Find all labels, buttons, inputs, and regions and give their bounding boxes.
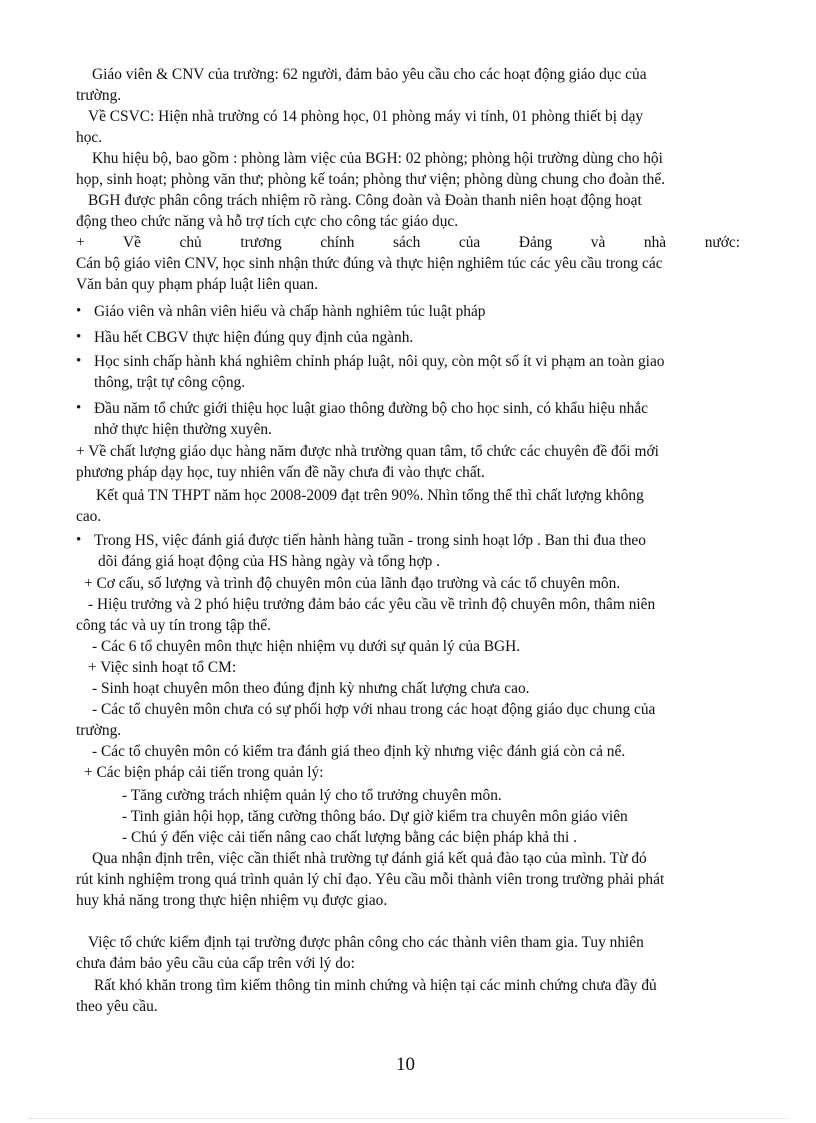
text-line: Văn bản quy phạm pháp luật liên quan. [76,276,318,293]
text-line: - Tăng cường trách nhiệm quản lý cho tổ trưởng chuyên môn. [122,787,502,804]
text-line: Hầu hết CBGV thực hiện đúng quy định của ngành. [94,329,414,346]
text-line: + Các biện pháp cải tiến trong quản lý: [84,764,324,781]
text-line: dõi đáng giá hoạt động của HS hàng ngày và tổng hợp . [98,553,440,570]
text-line: Đầu năm tổ chức giới thiệu học luật giao thông đường bộ cho học sinh, có khẩu hiệu nhắc [94,400,648,417]
text-line: học. [76,129,103,146]
text-line: Giáo viên & CNV của trường: 62 người, đảm bảo yêu cầu cho các hoạt động giáo dục của [92,66,647,83]
bullet-icon: • [76,303,82,319]
text-line: Trong HS, việc đánh giá được tiến hành hàng tuần - trong sinh hoạt lớp . Ban thi đua theo [94,532,646,549]
text-line: động theo chức năng và hỗ trợ tích cực cho công tác giáo dục. [76,213,459,230]
text-line: - Chú ý đến việc cải tiến nâng cao chất lượng bằng các biện pháp khả thi . [122,829,577,846]
text-line: - Tinh giản hội họp, tăng cường thông báo. Dự giờ kiểm tra chuyên môn giáo viên [122,808,628,825]
text-line: - Hiệu trưởng và 2 phó hiệu trưởng đảm bảo các yêu cầu về trình độ chuyên môn, thâm niên [88,596,656,613]
text-line: nhở thực hiện thường xuyên. [94,421,272,438]
text-line: cao. [76,508,102,525]
text-line: Về CSVC: Hiện nhà trường có 14 phòng học, 01 phòng máy vi tính, 01 phòng thiết bị dạy [88,108,644,125]
text-line: theo yêu cầu. [76,998,158,1015]
text-line: trường. [76,722,122,739]
footer-divider [28,1118,788,1119]
text-line: Rất khó khăn trong tìm kiếm thông tin minh chứng và hiện tại các minh chứng chưa đầy đủ [94,977,657,994]
text-line: rút kinh nghiệm trong quá trình quản lý chỉ đạo. Yêu cầu mỗi thành viên trong trường phải phát [76,871,665,888]
bullet-icon: • [76,400,82,416]
page-number: 10 [396,1054,415,1075]
text-line: trường. [76,87,122,104]
text-line: Kết quả TN THPT năm học 2008-2009 đạt trên 90%. Nhìn tổng thể thì chất lượng không [96,487,644,504]
text-line: phương pháp dạy học, tuy nhiên vấn đề nầy chưa đi vào thực chất. [76,464,485,481]
text-line: công tác và uy tín trong tập thể. [76,617,271,634]
text-line: + Về chủ trương chính sách của Đảng và nhà nước: [76,234,740,251]
text-line: + Về chất lượng giáo dục hàng năm được nhà trường quan tâm, tổ chức các chuyên đề đổi mới [76,443,659,460]
bullet-icon: • [76,353,82,369]
text-line: Cán bộ giáo viên CNV, học sinh nhận thức đúng và thực hiện nghiêm túc các yêu cầu trong các [76,255,663,272]
text-line: - Các 6 tổ chuyên môn thực hiện nhiệm vụ dưới sự quản lý của BGH. [92,638,521,655]
text-line: huy khả năng trong thực hiện nhiệm vụ được giao. [76,892,388,909]
text-line: - Sinh hoạt chuyên môn theo đúng định kỳ nhưng chất lượng chưa cao. [92,680,530,697]
text-line: Việc tổ chức kiểm định tại trường được phân công cho các thành viên tham gia. Tuy nhiên [88,934,644,951]
text-line: Học sinh chấp hành khá nghiêm chỉnh pháp luật, nôi quy, còn một số ít vi phạm an toàn giao [94,353,665,370]
text-line: - Các tổ chuyên môn chưa có sự phối hợp với nhau trong các hoạt động giáo dục chung của [92,701,656,718]
text-line: + Việc sinh hoạt tổ CM: [88,659,237,676]
text-line: họp, sinh hoạt; phòng văn thư; phòng kế toán; phòng thư viện; phòng dùng chung cho đoàn thể. [76,171,666,188]
bullet-icon: • [76,532,82,548]
text-line: Khu hiệu bộ, bao gồm : phòng làm việc của BGH: 02 phòng; phòng hội trường dùng cho hội [92,150,663,167]
text-line: + Cơ cấu, số lượng và trình độ chuyên môn của lãnh đạo trường và các tổ chuyên môn. [84,575,621,592]
text-line: chưa đảm bảo yêu cầu của cấp trên với lý do: [76,955,355,972]
text-line: Qua nhận định trên, việc cần thiết nhà trường tự đánh giá kết quả đào tạo của mình. Từ đó [92,850,647,867]
bullet-icon: • [76,329,82,345]
text-line: thông, trật tự công cộng. [94,374,246,391]
text-line: - Các tổ chuyên môn có kiểm tra đánh giá theo định kỳ nhưng việc đánh giá còn cả nể. [92,743,626,760]
text-line: Giáo viên và nhân viên hiểu và chấp hành nghiêm túc luật pháp [94,303,486,320]
text-line: BGH được phân công trách nhiệm rõ ràng. Công đoàn và Đoàn thanh niên hoạt động hoạt [88,192,642,209]
